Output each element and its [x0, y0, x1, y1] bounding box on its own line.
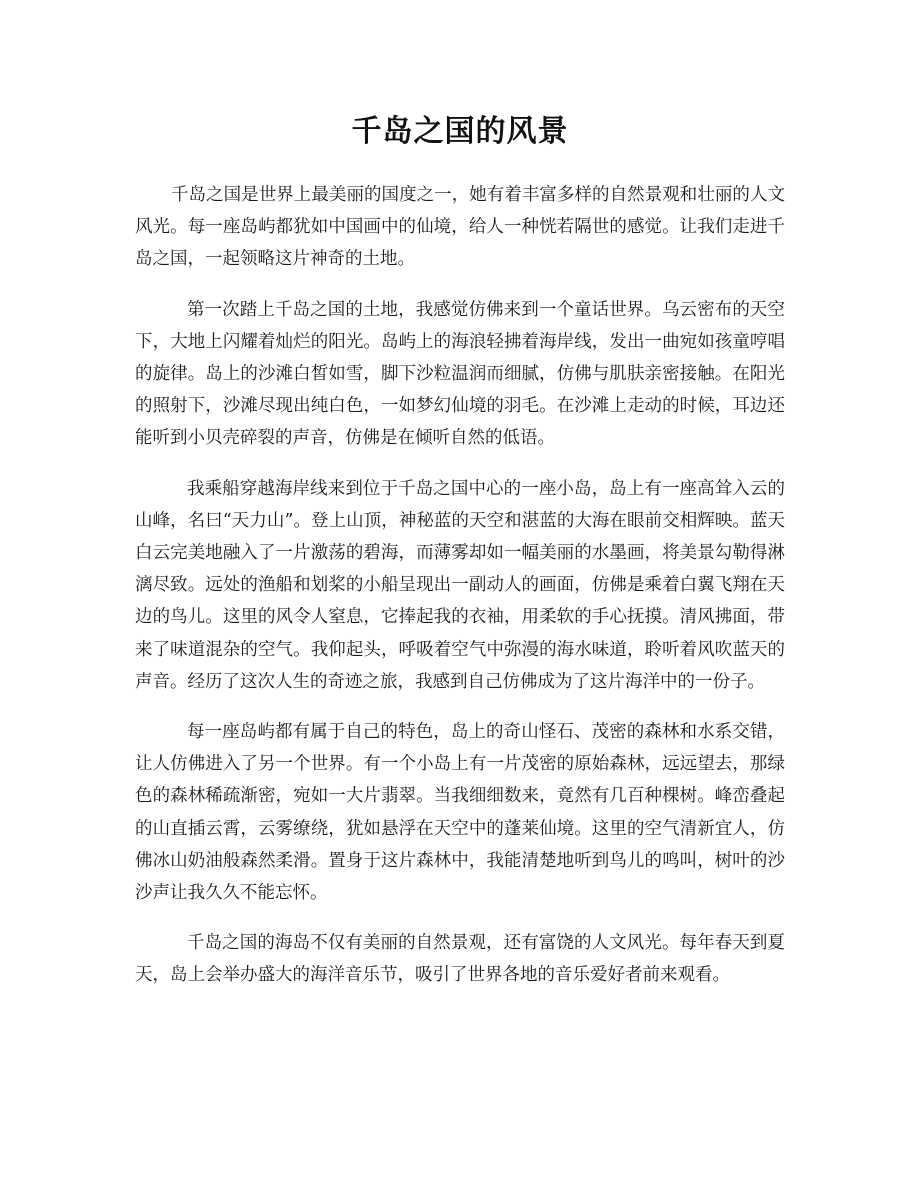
paragraph-mountain: 我乘船穿越海岸线来到位于千岛之国中心的一座小岛，岛上有一座高耸入云的山峰，名曰“天力山”。登上山顶，神秘蓝的天空和湛蓝的大海在眼前交相辉映。蓝天白云完美地融入了一片激荡的碧海，而薄雾却如一幅美丽的水墨画，将美景勾勒得淋漓尽致。远处的渔船和划桨的小船呈现出一副动人的画面，仿佛是乘着白翼飞翔在天边的鸟儿。这里的风令人窒息，它捧起我的衣袖，用柔软的手心抚摸。清风拂面，带来了味道混杂的空气。我仰起头，呼吸着空气中弥漫的海水味道，聆听着风吹蓝天的声音。经历了这次人生的奇迹之旅，我感到自己仿佛成为了这片海洋中的一份子。: [135, 478, 785, 692]
document-title: 千岛之国的风景: [351, 114, 569, 149]
paragraph-intro: 千岛之国是世界上最美丽的国度之一，她有着丰富多样的自然景观和壮丽的人文风光。每一座岛屿都犹如中国画中的仙境，给人一种恍若隔世的感觉。让我们走进千岛之国，一起领略这片神奇的土地。: [135, 185, 785, 270]
paragraph-culture: 千岛之国的海岛不仅有美丽的自然景观，还有富饶的人文风光。每年春天到夏天，岛上会举办盛大的海洋音乐节，吸引了世界各地的音乐爱好者前来观看。: [135, 933, 785, 986]
paragraph-forest: 每一座岛屿都有属于自己的特色，岛上的奇山怪石、茂密的森林和水系交错，让人仿佛进入了另一个世界。有一个小岛上有一片茂密的原始森林，远远望去，那绿色的森林稀疏渐密，宛如一大片翡翠。当我细细数来，竟然有几百种棵树。峰峦叠起的山直插云霄，云雾缭绕，犹如悬浮在天空中的蓬莱仙境。这里的空气清新宜人，仿佛冰山奶油般森然柔滑。置身于这片森林中，我能清楚地听到鸟儿的鸣叫，树叶的沙沙声让我久久不能忘怀。: [135, 722, 785, 904]
paragraph-arrival: 第一次踏上千岛之国的土地，我感觉仿佛来到一个童话世界。乌云密布的天空下，大地上闪耀着灿烂的阳光。岛屿上的海浪轻拂着海岸线，发出一曲宛如孩童哼唱的旋律。岛上的沙滩白皙如雪，脚下沙粒温润而细腻，仿佛与肌肤亲密接触。在阳光的照射下，沙滩尽现出纯白色，一如梦幻仙境的羽毛。在沙滩上走动的时候，耳边还能听到小贝壳碎裂的声音，仿佛是在倾听自然的低语。: [135, 299, 785, 449]
